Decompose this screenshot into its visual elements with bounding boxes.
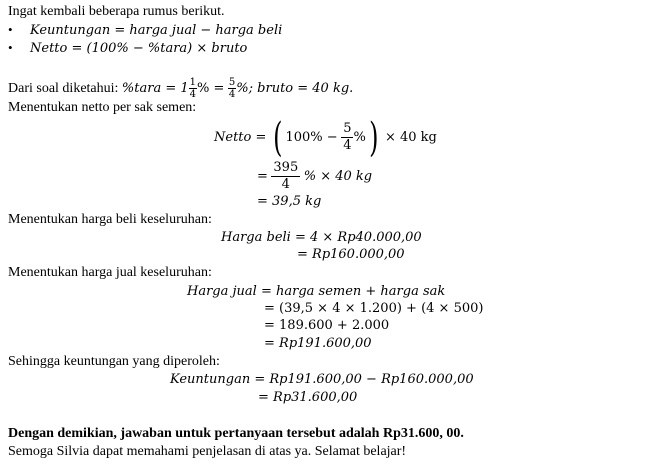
closing-text: Semoga Silvia dapat memahami penjelasan di atas ya. Selamat belajar! (8, 444, 407, 459)
fraction-numerator: 395 (273, 160, 299, 176)
jual-line3: = 189.600 + 2.000 (264, 318, 390, 333)
fraction-denominator: 4 (343, 138, 352, 154)
right-paren: ) (368, 114, 379, 161)
beli-line1: Harga beli = 4 × Rp40.000,00 (221, 230, 422, 245)
intro-text: Ingat kembali beberapa rumus berikut. (8, 4, 225, 19)
netto-inner-left: 100% − (285, 130, 338, 145)
netto-expression (214, 116, 437, 160)
netto-step3: = 39,5 kg (257, 194, 322, 209)
fraction-numerator: 5 (228, 77, 236, 89)
beli-line2: = Rp160.000,00 (297, 247, 405, 262)
fraction-denominator: 4 (189, 89, 197, 101)
given-tara: %tara = 1 (121, 81, 189, 96)
netto-label: Netto = (214, 130, 267, 145)
conclusion-text: Dengan demikian, jawaban untuk pertanyaan tersebut adalah Rp31.600, 00. (8, 426, 464, 441)
fraction-five-quarters (228, 77, 236, 100)
jual-line2: = (39,5 × 4 × 1.200) + (4 × 500) (264, 301, 484, 316)
jual-line1: Harga jual = harga semen + harga sak (187, 284, 446, 299)
untung-line2: = Rp31.600,00 (258, 390, 358, 405)
heading-beli: Menentukan harga beli keseluruhan: (8, 212, 212, 227)
netto-step2 (257, 160, 372, 194)
bullet-icon: • (8, 40, 13, 55)
untung-line1: Keuntungan = Rp191.600,00 − Rp160.000,00 (170, 372, 474, 387)
formula-keuntungan: Keuntungan = harga jual − harga beli (30, 23, 283, 38)
fraction-395-4 (271, 160, 300, 193)
heading-jual: Menentukan harga jual keseluruhan: (8, 265, 212, 280)
netto-step2-rest: % × 40 kg (303, 169, 373, 184)
equals-sign: = (257, 169, 268, 184)
left-paren: ( (272, 114, 283, 161)
netto-inner-right: % (353, 130, 366, 145)
given-eq1: % = (197, 81, 225, 96)
fraction-denominator: 4 (228, 89, 236, 101)
given-rest: %; bruto = 40 kg. (236, 81, 354, 96)
fraction-inner (341, 121, 353, 154)
fraction-denominator: 4 (281, 177, 290, 193)
jual-line4: = Rp191.600,00 (264, 336, 372, 351)
bullet-icon: • (8, 22, 13, 37)
fraction-numerator: 1 (189, 77, 197, 89)
formula-netto: Netto = (100% − %tara) × bruto (30, 41, 248, 56)
heading-untung: Sehingga keuntungan yang diperoleh: (8, 354, 220, 369)
fraction-one-quarter (189, 77, 197, 100)
netto-times: × 40 kg (384, 130, 437, 145)
fraction-numerator: 5 (343, 121, 352, 137)
given-prefix: Dari soal diketahui: (8, 81, 119, 96)
heading-netto: Menentukan netto per sak semen: (8, 100, 197, 115)
